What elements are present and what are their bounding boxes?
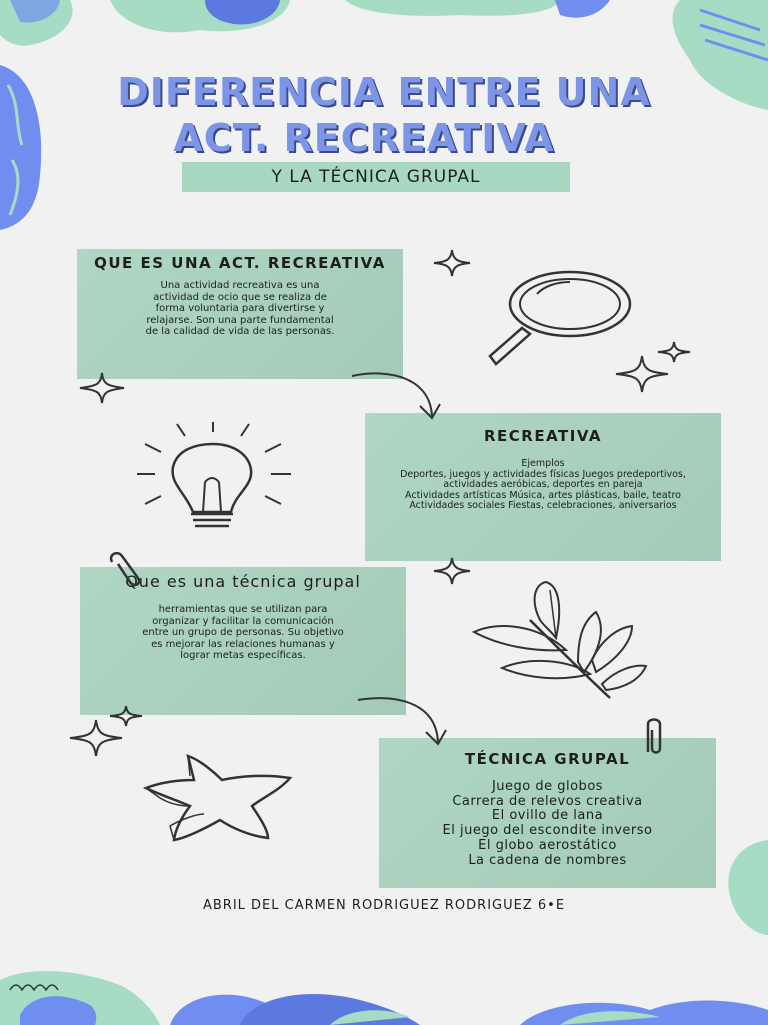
card-what-is-recreational-activity: [77, 249, 403, 379]
list-item: El juego del escondite inverso: [442, 823, 653, 839]
card2-line-3: Actividades artísticas Música, artes plásticas, baile, teatro: [405, 489, 681, 501]
card2-line-4: Actividades sociales Fiestas, celebraciones, aniversarios: [409, 500, 677, 511]
list-item: Carrera de relevos creativa: [452, 793, 643, 809]
card3-body: herramientas que se utilizan para organizar y facilitar la comunicación entre un grupo de personas. Su objetivo es mejorar las relaciones humanas y lograr metas específicas.: [142, 604, 344, 661]
card4-heading: TÉCNICA GRUPAL: [464, 750, 631, 768]
list-item: El ovillo de lana: [491, 808, 604, 824]
right-decoration: [720, 840, 768, 935]
card1-body: Una actividad recreativa es una actividad de ocio que se realiza de forma voluntaria para divertirse y relajarse. Son una parte fundamental de la calidad de vida de las personas.: [145, 280, 335, 337]
magnifier-icon: [482, 268, 632, 378]
page-title-line-1: DIFERENCIA ENTRE UNA: [117, 70, 651, 114]
list-item: La cadena de nombres: [468, 852, 627, 868]
card2-heading: RECREATIVA: [483, 427, 603, 445]
star-icon: [140, 750, 310, 845]
card-recreational-examples: [365, 413, 721, 561]
card1-heading: QUE ES UNA ACT. RECREATIVA: [94, 254, 386, 272]
bottom-decoration: [0, 955, 768, 1025]
sparkle-icon: [78, 371, 126, 405]
sparkle-icon: [432, 556, 472, 586]
list-item: Juego de globos: [491, 779, 604, 794]
sparkle-icon: [68, 718, 124, 758]
technique-list: [379, 768, 716, 868]
card2-line-1: Ejemplos: [521, 458, 565, 469]
subtitle-banner: Y LA TÉCNICA GRUPAL: [182, 162, 570, 192]
card-group-technique-list: [379, 738, 716, 888]
top-decoration: [0, 0, 768, 70]
author-footer: ABRIL DEL CARMEN RODRIGUEZ RODRIGUEZ 6•E: [202, 898, 566, 913]
lightbulb-icon: [125, 422, 305, 532]
paperclip-icon: [106, 550, 146, 590]
sparkle-icon: [432, 248, 472, 278]
leaf-branch-icon: [470, 580, 650, 705]
card3-heading: Que es una técnica grupal: [125, 572, 361, 591]
arrow-icon: [356, 694, 451, 749]
card2-line-2: Deportes, juegos y actividades físicas Juegos predeportivos, actividades aeróbicas, deportes en pareja: [400, 468, 686, 490]
list-item: El globo aerostático: [478, 837, 617, 853]
arrow-icon: [350, 368, 445, 423]
paperclip-icon: [640, 716, 670, 758]
sparkle-icon: [614, 354, 670, 394]
page-title-line-2: ACT. RECREATIVA: [173, 116, 555, 160]
